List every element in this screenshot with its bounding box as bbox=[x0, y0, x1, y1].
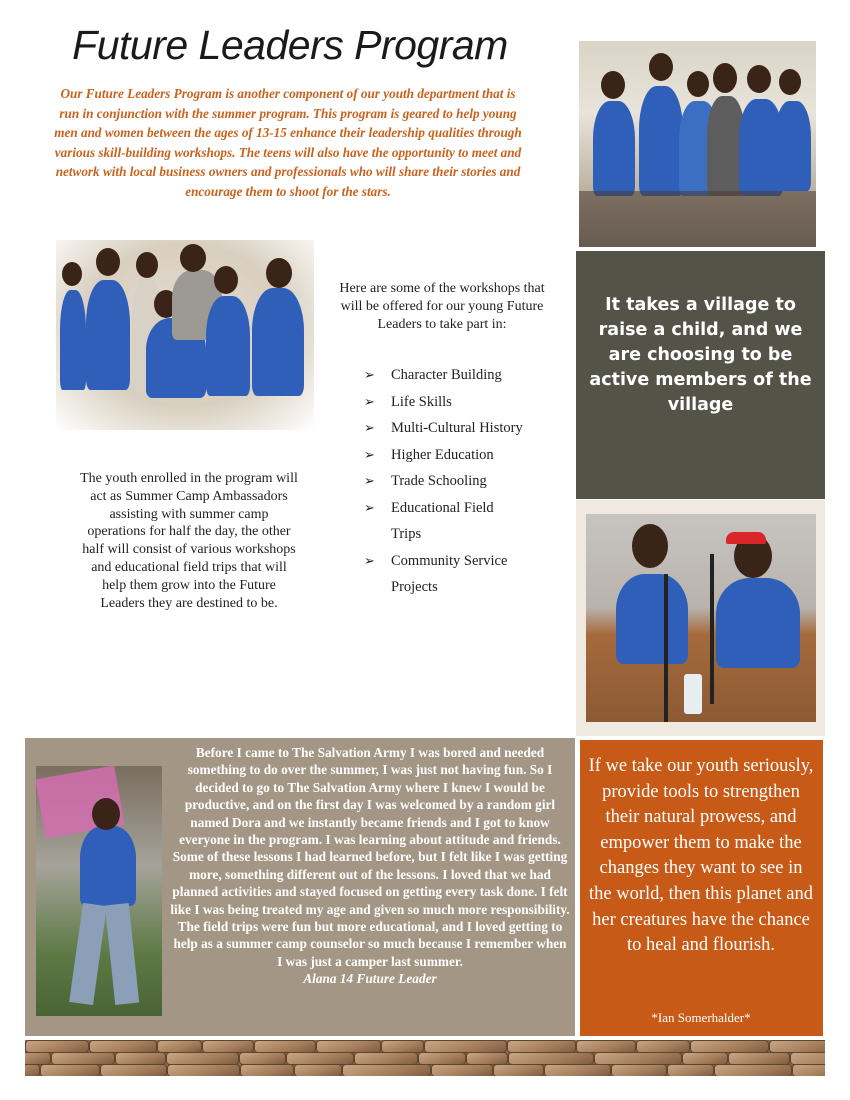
workshop-list bbox=[364, 362, 564, 601]
list-item: ➢ Educational Field Trips bbox=[364, 495, 511, 548]
village-quote-box bbox=[576, 251, 825, 499]
testimonial-author: Alana 14 Future Leader bbox=[303, 971, 437, 987]
testimonial-photo bbox=[36, 766, 162, 1016]
stone-block bbox=[544, 1064, 611, 1076]
list-item: ➢ Trade Schooling bbox=[364, 468, 564, 495]
list-item: ➢ Higher Education bbox=[364, 442, 564, 469]
enrolled-description: The youth enrolled in the program will act as Summer Camp Ambassadors assisting with summer camp operations for half the day, the other half will consist of various workshops and educational field trips that will help them grow into the Future Leaders they are destined to be. bbox=[80, 471, 298, 611]
stone-block bbox=[792, 1064, 825, 1076]
stone-block bbox=[611, 1064, 667, 1076]
arrow-bullet-icon: ➢ bbox=[364, 473, 375, 488]
stone-block bbox=[667, 1064, 714, 1076]
list-item: ➢ Community Service Projects bbox=[364, 548, 541, 601]
stone-block bbox=[240, 1064, 294, 1076]
village-quote: It takes a village to raise a child, and we are choosing to be active members of the village bbox=[589, 294, 812, 415]
testimonial-text: Before I came to The Salvation Army I was bored and needed something to do over the summer, I was just not having fun. So I decided to go to The Salvation Army where I knew I would be productive, and on the first day I was welcomed by a random girl named Dora and we instantly became friends and I got to know everyone in the program. I was learning about attitude and friends. Some of these lessons I had learned before, but I felt like I was getting more, something different out of the lessons. I loved that we had planned activities and stayed focused on getting every task done. I felt like I was being treated my age and given so much more responsibility. The field trips were fun but more educational, and I loved getting to help as a summer camp counselor so much because I remember when I was just a camper last summer. Alana 14 Future Leader bbox=[170, 745, 570, 987]
stone-block bbox=[100, 1064, 167, 1076]
stone-block bbox=[493, 1064, 544, 1076]
stone-border bbox=[25, 1040, 825, 1076]
stone-block bbox=[40, 1064, 100, 1076]
arrow-bullet-icon: ➢ bbox=[364, 420, 375, 435]
arrow-bullet-icon: ➢ bbox=[364, 367, 375, 382]
arrow-bullet-icon: ➢ bbox=[364, 499, 375, 515]
stone-block bbox=[342, 1064, 431, 1076]
group-photo-workshop bbox=[56, 240, 314, 430]
arrow-bullet-icon: ➢ bbox=[364, 552, 375, 568]
page-title: Future Leaders Program bbox=[72, 22, 508, 68]
radio-photo bbox=[586, 514, 816, 722]
workshops-intro: Here are some of the workshops that will be offered for our young Future Leaders to take part in: bbox=[339, 281, 545, 332]
arrow-bullet-icon: ➢ bbox=[364, 446, 375, 462]
arrow-bullet-icon: ➢ bbox=[364, 393, 375, 409]
stone-block bbox=[294, 1064, 342, 1076]
stone-block bbox=[714, 1064, 792, 1076]
program-intro: Our Future Leaders Program is another component of our youth department that is run in conjunction with the summer program. This program is geared to help young men and women between the ages of 13-15 enhance their leadership qualities through various skill-building workshops. The teens will also have the opportunity to meet and network with local business owners and professionals who will share their stories and encourage them to shoot for the stars. bbox=[54, 86, 522, 199]
list-item: ➢ Character Building bbox=[364, 362, 564, 389]
stone-block bbox=[431, 1064, 493, 1076]
empower-quote: If we take our youth seriously, provide tools to strengthen their natural prowess, and empower them to make the changes they want to see in the world, then this planet and her creatures have the chance to heal and flourish. bbox=[588, 756, 814, 956]
list-item: ➢ Multi-Cultural History bbox=[364, 415, 564, 442]
stone-block bbox=[167, 1064, 240, 1076]
empower-quote-author: *Ian Somerhalder* bbox=[651, 1010, 751, 1025]
stone-block bbox=[25, 1064, 40, 1076]
group-photo-top bbox=[579, 41, 816, 247]
list-item: ➢ Life Skills bbox=[364, 389, 564, 416]
